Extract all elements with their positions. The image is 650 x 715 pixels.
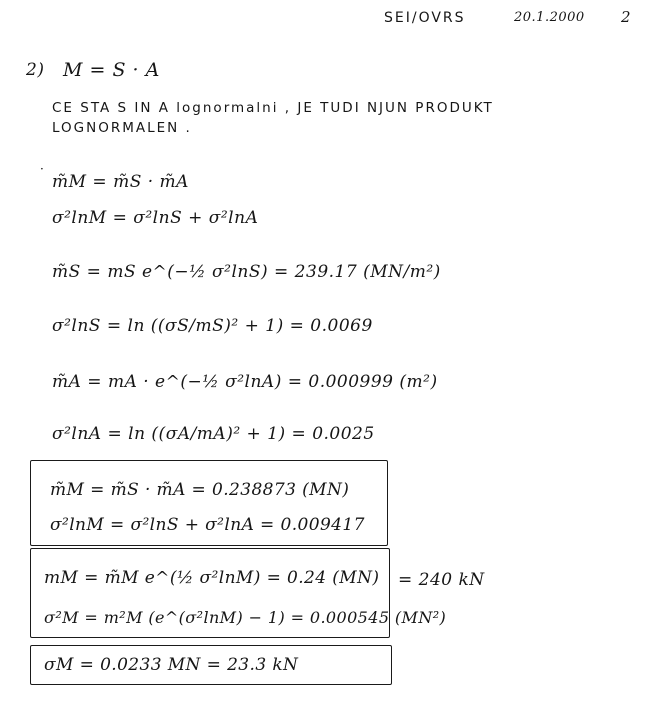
equation-variance-lns: σ²lnS = ln ((σS/mS)² + 1) = 0.0069 [52, 316, 373, 336]
course-code: SEI/OVRS [384, 10, 466, 26]
box2-side-result: = 240 kN [398, 570, 485, 590]
box3-line-1: σM = 0.0233 MN = 23.3 kN [44, 655, 299, 675]
box2-line-2: σ²M = m²M (e^(σ²lnM) − 1) = 0.000545 (MN²) [44, 608, 447, 627]
intro-line-2: LOGNORMALEN . [52, 120, 192, 136]
equation-median-m: m̃M = m̃S · m̃A [52, 172, 189, 192]
box1-line-2: σ²lnM = σ²lnS + σ²lnA = 0.009417 [50, 515, 365, 535]
equation-median-s: m̃S = mS e^(−½ σ²lnS) = 239.17 (MN/m²) [52, 262, 441, 282]
problem-equation: M = S · A [63, 59, 160, 81]
page-number: 2 [621, 8, 632, 26]
equation-variance-lnm: σ²lnM = σ²lnS + σ²lnA [52, 208, 259, 228]
intro-line-1: CE STA S IN A lognormalni , JE TUDI NJUN PRODUKT [52, 100, 494, 116]
equation-median-a: m̃A = mA · e^(−½ σ²lnA) = 0.000999 (m²) [52, 372, 438, 392]
bullet-mark: · [40, 162, 44, 176]
box2-line-1: mM = m̃M e^(½ σ²lnM) = 0.24 (MN) [44, 568, 380, 588]
problem-number: 2) [26, 60, 45, 80]
box1-line-1: m̃M = m̃S · m̃A = 0.238873 (MN) [50, 480, 350, 500]
equation-variance-lna: σ²lnA = ln ((σA/mA)² + 1) = 0.0025 [52, 424, 375, 444]
date: 20.1.2000 [514, 10, 585, 25]
